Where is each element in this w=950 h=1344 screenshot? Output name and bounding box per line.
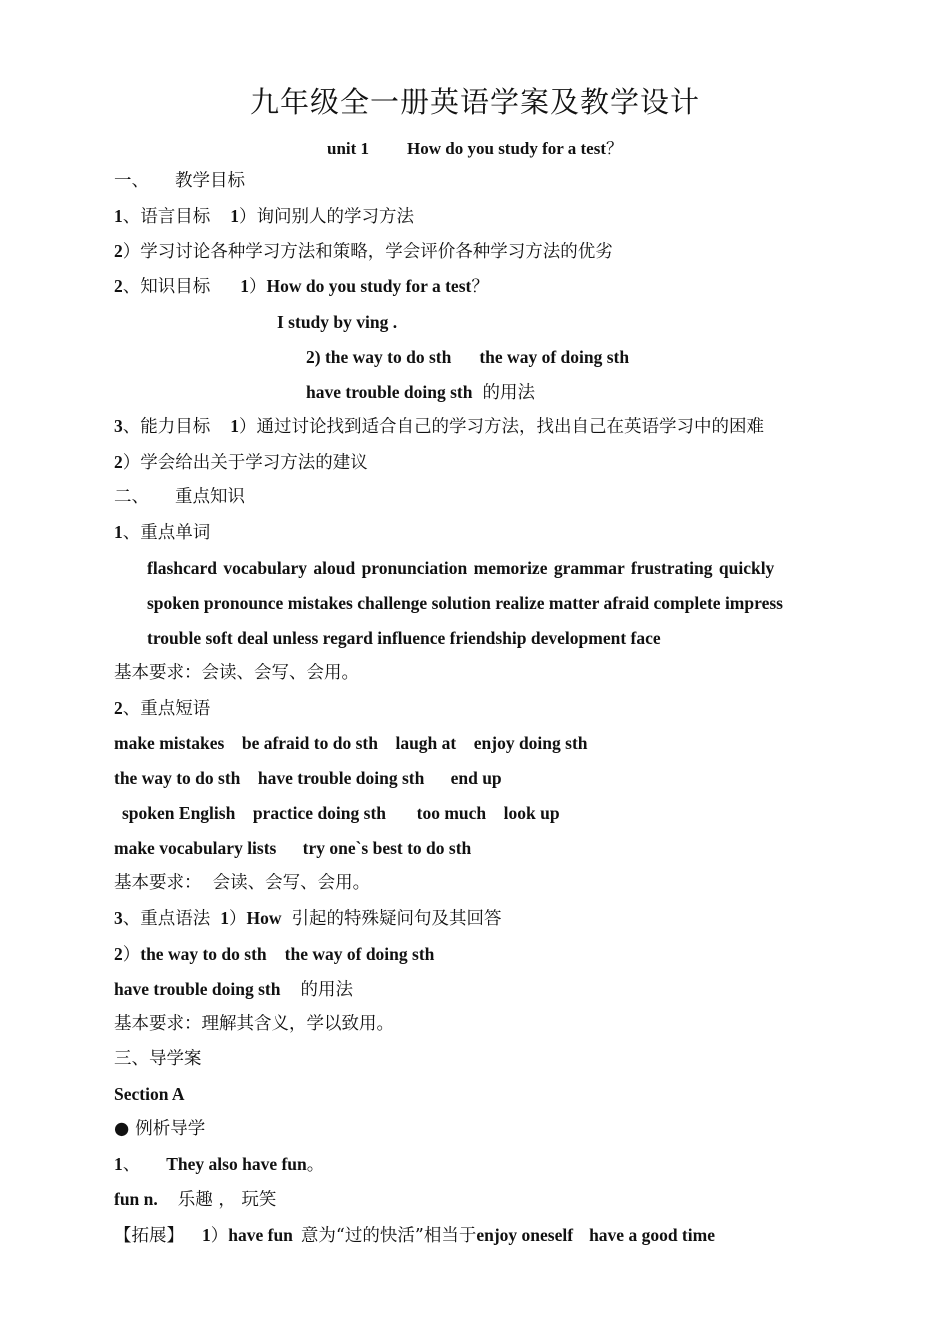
sub-number: 1 [230,206,239,226]
phrase-meaning: 意为“过的快活”相当于 [300,1226,477,1246]
word: fun n. [114,1189,158,1209]
qmark: ？ [471,277,489,297]
bullet-text: 例析导学 [135,1119,206,1139]
objective-language-1 [114,204,414,229]
item-label: 、重点短语 [122,699,211,719]
sub-number: 1 [202,1225,211,1245]
sub-number: 1 [220,908,229,928]
key-grammar-2 [114,942,434,967]
heading-number: 一、 [114,171,149,191]
key-words-line-2: spoken pronounce mistakes challenge solution realize matter afraid complete impress [147,593,783,613]
item-label: 、语言目标 [122,207,211,227]
key-phrases-line-4: make vocabulary lists try one`s best to do sth [114,838,472,858]
requirement-3: 基本要求：理解其含义，学以致用。 [114,1014,394,1034]
sub-number: 2 [114,452,123,472]
phrase-a: the way to do sth [140,944,267,964]
phrase-have-fun: have fun [228,1225,293,1245]
phrase-have-a-good-time: have a good time [589,1225,715,1245]
objective-ability-2 [114,450,368,475]
paren: ） [249,277,267,297]
item-number: 3 [114,416,123,436]
item-number: 2 [114,698,123,718]
section-heading-objectives [114,169,245,193]
definition: 乐趣 ， 玩笑 [177,1190,277,1210]
heading-text: 教学目标 [175,171,245,191]
item-label: 、重点语法 [122,909,211,929]
requirement-2: 基本要求： 会读、会写、会用。 [114,873,371,893]
paren: ） [210,1226,229,1246]
key-grammar-1 [114,906,502,931]
sub-number: 1 [230,416,239,436]
key-phrases-line-2: the way to do sth have trouble doing sth end up [114,768,502,788]
item-text: ）通过讨论找到适合自己的学习方法，找出自己在英语学习中的困难 [239,417,764,437]
bullet-icon: ● [114,1119,130,1139]
paren: ） [122,945,141,965]
item-label: 、能力目标 [122,417,211,437]
unit-label: unit 1 [326,139,370,158]
objective-knowledge-1 [114,274,489,299]
example-english: They also have fun [166,1154,307,1174]
item-label: 、知识目标 [122,277,211,297]
phrase-enjoy-oneself: enjoy oneself [476,1225,574,1245]
section-a-label: Section A [114,1084,185,1104]
sub-number: 2 [114,241,123,261]
word-definition-fun [114,1187,276,1212]
unit-question: How do you study for a test [407,139,607,158]
period: 。 [306,1155,325,1175]
phrase: have trouble doing sth [306,382,473,402]
phrase-note: 的用法 [482,383,535,403]
document-title: 九年级全一册英语学案及教学设计 [249,85,700,119]
item-number: 2 [114,276,123,296]
objective-knowledge-3 [306,380,535,405]
separator: 、 [122,1155,141,1175]
item-text: ）学会给出关于学习方法的建议 [122,453,368,473]
example-guide-heading [114,1117,205,1141]
key-words-line-3: trouble soft deal unless regard influence friendship development face [147,628,661,648]
heading-number: 二、 [114,487,149,507]
item-text: 引起的特殊疑问句及其回答 [291,909,502,929]
key-grammar-3 [114,977,353,1002]
sub-number: 2 [114,944,123,964]
item-number: 1 [114,522,123,542]
section-heading-key-knowledge [114,485,245,509]
phrase-b: the way of doing sth [479,347,630,367]
key-phrases-line-1: make mistakes be afraid to do sth laugh at enjoy doing sth [114,733,588,753]
extension-label: 【拓展】 [114,1226,184,1246]
item-text: ）询问别人的学习方法 [239,207,414,227]
unit-subtitle [0,134,950,159]
heading-text: 重点知识 [175,487,245,507]
phrase: have trouble doing sth [114,979,281,999]
key-phrases-heading [114,696,210,721]
phrase-note: 的用法 [300,980,353,1000]
key-words-line-1: flashcard vocabulary aloud pronunciation memorize grammar frustrating quickly [147,558,775,578]
item-number: 3 [114,908,123,928]
item-label: 、重点单词 [122,523,211,543]
sub-number: 1 [240,276,249,296]
extension-line [114,1223,715,1248]
item-number: 1 [114,206,123,226]
unit-qmark: ？ [606,139,624,159]
requirement-1: 基本要求：会读、会写、会用。 [114,663,359,683]
item-number: 1 [114,1154,123,1174]
paren: ） [229,909,247,929]
key-words-heading [114,520,210,545]
section-heading-study-guide: 三、导学案 [114,1049,202,1069]
objective-knowledge-2 [306,345,629,370]
objective-knowledge-pattern: I study by ving . [277,312,398,332]
key-phrases-line-3: spoken English practice doing sth too much look up [122,803,560,823]
objective-ability-1 [114,414,764,439]
phrase-a: 2) the way to do sth [306,347,452,367]
item-text: ）学习讨论各种学习方法和策略，学会评价各种学习方法的优劣 [122,242,613,262]
grammar-keyword: How [246,908,282,928]
phrase-b: the way of doing sth [284,944,435,964]
objective-language-2 [114,239,613,264]
example-sentence-1 [114,1152,324,1177]
item-english: How do you study for a test [266,276,472,296]
